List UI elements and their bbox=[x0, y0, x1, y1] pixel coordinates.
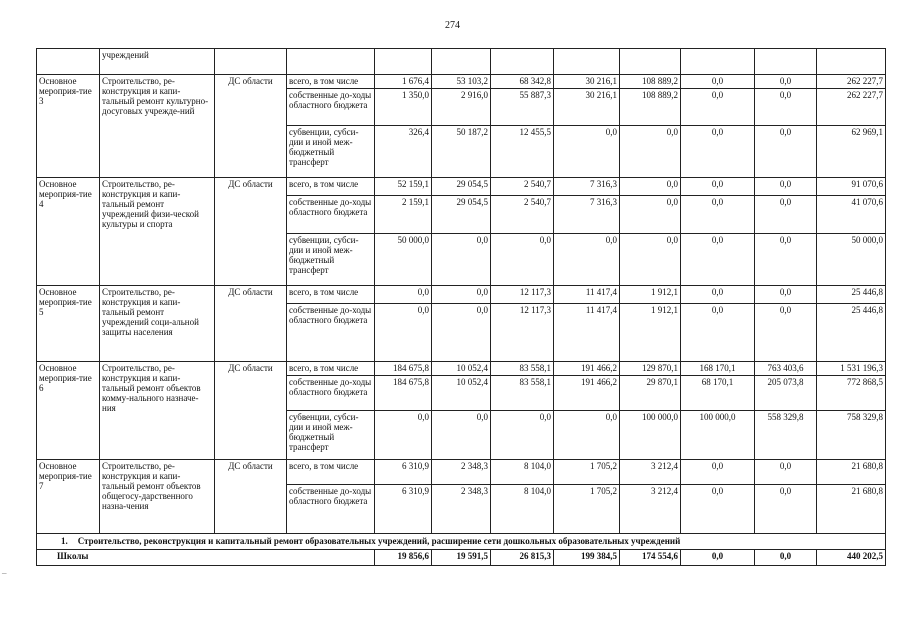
table-row bbox=[37, 75, 886, 89]
funding-source: всего, в том числе bbox=[287, 286, 375, 304]
empty-cell bbox=[817, 49, 886, 75]
funding-source: собственные до-ходы областного бюджета bbox=[287, 89, 375, 126]
value-cell: 7 316,3 bbox=[554, 178, 620, 196]
value-cell: 129 870,1 bbox=[620, 362, 681, 376]
value-cell: 0,0 bbox=[681, 550, 755, 566]
value-cell: 262 227,7 bbox=[817, 75, 886, 89]
activity-name: Строительство, ре-конструкция и капи-тальный ремонт учреждений соци-альной защиты населения bbox=[100, 286, 215, 362]
value-cell: 19 856,6 bbox=[375, 550, 432, 566]
page-number: 274 bbox=[445, 20, 460, 31]
value-cell: 199 384,5 bbox=[554, 550, 620, 566]
section-title-text: Строительство, реконструкция и капитальный ремонт образовательных учреждений, расширение сети дошкольных образовательных учреждений bbox=[77, 536, 681, 546]
value-cell: 0,0 bbox=[755, 485, 817, 534]
value-cell: 772 868,5 bbox=[817, 376, 886, 411]
value-cell: 25 446,8 bbox=[817, 304, 886, 362]
value-cell: 21 680,8 bbox=[817, 460, 886, 485]
value-cell: 12 455,5 bbox=[491, 126, 554, 178]
code-cell bbox=[37, 49, 100, 75]
empty-cell bbox=[755, 49, 817, 75]
value-cell: 0,0 bbox=[554, 234, 620, 286]
responsible-executor: ДС области bbox=[215, 286, 287, 362]
value-cell: 0,0 bbox=[554, 411, 620, 460]
value-cell: 2 540,7 bbox=[491, 178, 554, 196]
value-cell: 53 103,2 bbox=[432, 75, 491, 89]
value-cell: 3 212,4 bbox=[620, 460, 681, 485]
value-cell: 0,0 bbox=[755, 75, 817, 89]
value-cell: 0,0 bbox=[755, 126, 817, 178]
activity-name: Строительство, ре-конструкция и капи-тальный ремонт учреждений физи-ческой культуры и спорта bbox=[100, 178, 215, 286]
value-cell: 440 202,5 bbox=[817, 550, 886, 566]
value-cell: 2 348,3 bbox=[432, 460, 491, 485]
empty-cell bbox=[554, 49, 620, 75]
value-cell: 0,0 bbox=[432, 304, 491, 362]
value-cell: 1 912,1 bbox=[620, 304, 681, 362]
value-cell: 11 417,4 bbox=[554, 304, 620, 362]
value-cell: 191 466,2 bbox=[554, 362, 620, 376]
empty-cell bbox=[432, 49, 491, 75]
value-cell: 0,0 bbox=[681, 485, 755, 534]
value-cell: 8 104,0 bbox=[491, 485, 554, 534]
value-cell: 52 159,1 bbox=[375, 178, 432, 196]
value-cell: 191 466,2 bbox=[554, 376, 620, 411]
value-cell: 0,0 bbox=[681, 89, 755, 126]
activity-name: Строительство, ре-конструкция и капи-тальный ремонт объектов комму-нального назначе-ния bbox=[100, 362, 215, 460]
value-cell: 11 417,4 bbox=[554, 286, 620, 304]
funding-source: субвенции, субси-дии и иной меж-бюджетный трансферт bbox=[287, 126, 375, 178]
value-cell: 1 676,4 bbox=[375, 75, 432, 89]
value-cell: 205 073,8 bbox=[755, 376, 817, 411]
funding-source: собственные до-ходы областного бюджета bbox=[287, 304, 375, 362]
value-cell: 12 117,3 bbox=[491, 286, 554, 304]
value-cell: 184 675,8 bbox=[375, 376, 432, 411]
value-cell: 0,0 bbox=[755, 304, 817, 362]
value-cell: 1 912,1 bbox=[620, 286, 681, 304]
value-cell: 174 554,6 bbox=[620, 550, 681, 566]
value-cell: 0,0 bbox=[755, 460, 817, 485]
value-cell: 21 680,8 bbox=[817, 485, 886, 534]
value-cell: 3 212,4 bbox=[620, 485, 681, 534]
value-cell: 558 329,8 bbox=[755, 411, 817, 460]
section-number: 1. bbox=[61, 536, 68, 546]
value-cell: 0,0 bbox=[755, 196, 817, 234]
funding-source: всего, в том числе bbox=[287, 75, 375, 89]
value-cell: 62 969,1 bbox=[817, 126, 886, 178]
value-cell: 0,0 bbox=[491, 411, 554, 460]
funding-source: субвенции, субси-дии и иной меж-бюджетный трансферт bbox=[287, 234, 375, 286]
value-cell: 0,0 bbox=[620, 196, 681, 234]
table-body bbox=[37, 49, 886, 566]
value-cell: 0,0 bbox=[755, 178, 817, 196]
value-cell: 2 348,3 bbox=[432, 485, 491, 534]
schools-row bbox=[37, 550, 886, 566]
empty-cell bbox=[375, 49, 432, 75]
value-cell: 0,0 bbox=[620, 178, 681, 196]
activity-name: Строительство, ре-конструкция и капи-тальный ремонт культурно-досуговых учрежде-ний bbox=[100, 75, 215, 178]
table-row bbox=[37, 49, 886, 75]
value-cell: 8 104,0 bbox=[491, 460, 554, 485]
value-cell: 100 000,0 bbox=[681, 411, 755, 460]
activity-name: Строительство, ре-конструкция и капи-тальный ремонт объектов общегосу-дарственного назна-чения bbox=[100, 460, 215, 534]
funding-source: собственные до-ходы областного бюджета bbox=[287, 485, 375, 534]
value-cell: 50 000,0 bbox=[375, 234, 432, 286]
value-cell: 262 227,7 bbox=[817, 89, 886, 126]
activity-code: Основное мероприя-тие 5 bbox=[37, 286, 100, 362]
value-cell: 29 054,5 bbox=[432, 196, 491, 234]
value-cell: 30 216,1 bbox=[554, 75, 620, 89]
table-row bbox=[37, 460, 886, 485]
value-cell: 0,0 bbox=[755, 234, 817, 286]
value-cell: 29 870,1 bbox=[620, 376, 681, 411]
table-row bbox=[37, 178, 886, 196]
value-cell: 50 000,0 bbox=[817, 234, 886, 286]
value-cell: 6 310,9 bbox=[375, 485, 432, 534]
section-title bbox=[37, 534, 886, 550]
value-cell: 68 342,8 bbox=[491, 75, 554, 89]
value-cell: 1 531 196,3 bbox=[817, 362, 886, 376]
funding-source: субвенции, субси-дии и иной меж-бюджетный трансферт bbox=[287, 411, 375, 460]
value-cell: 0,0 bbox=[554, 126, 620, 178]
value-cell: 26 815,3 bbox=[491, 550, 554, 566]
value-cell: 10 052,4 bbox=[432, 376, 491, 411]
value-cell: 0,0 bbox=[755, 89, 817, 126]
value-cell: 12 117,3 bbox=[491, 304, 554, 362]
value-cell: 0,0 bbox=[432, 234, 491, 286]
value-cell: 25 446,8 bbox=[817, 286, 886, 304]
responsible-executor: ДС области bbox=[215, 178, 287, 286]
value-cell: 19 591,5 bbox=[432, 550, 491, 566]
value-cell: 1 350,0 bbox=[375, 89, 432, 126]
value-cell: 0,0 bbox=[491, 234, 554, 286]
empty-cell bbox=[620, 49, 681, 75]
value-cell: 83 558,1 bbox=[491, 362, 554, 376]
value-cell: 0,0 bbox=[755, 550, 817, 566]
name-cell: учреждений bbox=[100, 49, 215, 75]
funding-source: всего, в том числе bbox=[287, 178, 375, 196]
value-cell: 0,0 bbox=[375, 304, 432, 362]
table-row bbox=[37, 286, 886, 304]
empty-cell bbox=[491, 49, 554, 75]
funding-source: собственные до-ходы областного бюджета bbox=[287, 376, 375, 411]
value-cell: 0,0 bbox=[375, 286, 432, 304]
value-cell: 55 887,3 bbox=[491, 89, 554, 126]
value-cell: 2 159,1 bbox=[375, 196, 432, 234]
value-cell: 1 705,2 bbox=[554, 460, 620, 485]
value-cell: 50 187,2 bbox=[432, 126, 491, 178]
value-cell: 2 540,7 bbox=[491, 196, 554, 234]
value-cell: 0,0 bbox=[681, 75, 755, 89]
activity-code: Основное мероприя-тие 3 bbox=[37, 75, 100, 178]
value-cell: 0,0 bbox=[681, 304, 755, 362]
value-cell: 168 170,1 bbox=[681, 362, 755, 376]
edge-mark: – bbox=[2, 568, 7, 578]
value-cell: 0,0 bbox=[681, 286, 755, 304]
value-cell: 2 916,0 bbox=[432, 89, 491, 126]
activity-code: Основное мероприя-тие 4 bbox=[37, 178, 100, 286]
value-cell: 184 675,8 bbox=[375, 362, 432, 376]
value-cell: 30 216,1 bbox=[554, 89, 620, 126]
value-cell: 41 070,6 bbox=[817, 196, 886, 234]
value-cell: 763 403,6 bbox=[755, 362, 817, 376]
value-cell: 326,4 bbox=[375, 126, 432, 178]
responsible-executor: ДС области bbox=[215, 460, 287, 534]
value-cell: 0,0 bbox=[681, 178, 755, 196]
responsible-executor: ДС области bbox=[215, 75, 287, 178]
value-cell: 108 889,2 bbox=[620, 75, 681, 89]
value-cell: 0,0 bbox=[432, 286, 491, 304]
activity-code: Основное мероприя-тие 7 bbox=[37, 460, 100, 534]
funding-source: всего, в том числе bbox=[287, 460, 375, 485]
value-cell: 7 316,3 bbox=[554, 196, 620, 234]
value-cell: 29 054,5 bbox=[432, 178, 491, 196]
value-cell: 0,0 bbox=[432, 411, 491, 460]
value-cell: 100 000,0 bbox=[620, 411, 681, 460]
value-cell: 108 889,2 bbox=[620, 89, 681, 126]
empty-cell bbox=[287, 49, 375, 75]
section-header-row bbox=[37, 534, 886, 550]
value-cell: 0,0 bbox=[681, 126, 755, 178]
value-cell: 0,0 bbox=[375, 411, 432, 460]
value-cell: 1 705,2 bbox=[554, 485, 620, 534]
value-cell: 0,0 bbox=[681, 196, 755, 234]
value-cell: 10 052,4 bbox=[432, 362, 491, 376]
funding-source: собственные до-ходы областного бюджета bbox=[287, 196, 375, 234]
value-cell: 0,0 bbox=[681, 460, 755, 485]
value-cell: 6 310,9 bbox=[375, 460, 432, 485]
budget-table bbox=[36, 48, 886, 566]
value-cell: 91 070,6 bbox=[817, 178, 886, 196]
value-cell: 0,0 bbox=[620, 126, 681, 178]
value-cell: 0,0 bbox=[755, 286, 817, 304]
empty-cell bbox=[215, 49, 287, 75]
responsible-executor: ДС области bbox=[215, 362, 287, 460]
value-cell: 0,0 bbox=[681, 234, 755, 286]
empty-cell bbox=[681, 49, 755, 75]
schools-label: Школы bbox=[37, 550, 375, 566]
value-cell: 83 558,1 bbox=[491, 376, 554, 411]
table-row bbox=[37, 362, 886, 376]
value-cell: 758 329,8 bbox=[817, 411, 886, 460]
activity-code: Основное мероприя-тие 6 bbox=[37, 362, 100, 460]
value-cell: 68 170,1 bbox=[681, 376, 755, 411]
value-cell: 0,0 bbox=[620, 234, 681, 286]
funding-source: всего, в том числе bbox=[287, 362, 375, 376]
